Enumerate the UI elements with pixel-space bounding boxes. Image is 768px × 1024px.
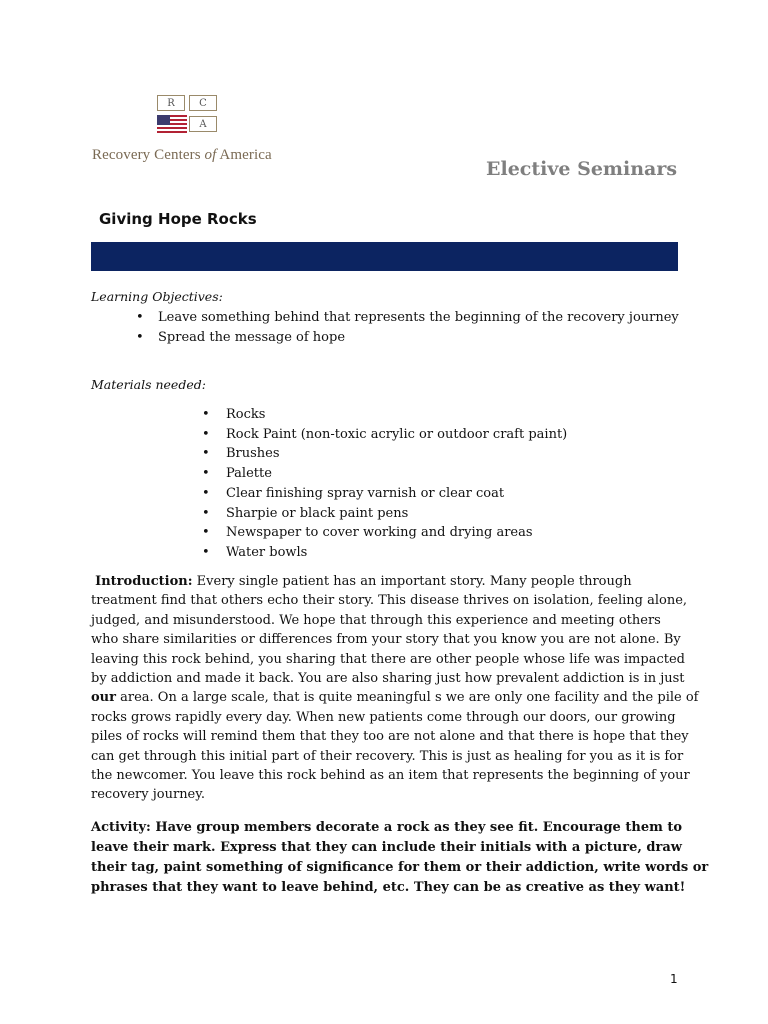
logo-cell-a: A — [189, 116, 217, 132]
intro-line: judged, and misunderstood. We hope that through this experience and meeting others — [91, 612, 661, 628]
intro-label: Introduction: — [95, 574, 193, 589]
section-title: Elective Seminars — [486, 158, 678, 180]
intro-bold-word: our — [91, 690, 116, 706]
objectives-list — [132, 308, 679, 347]
objectives-label: Learning Objectives: — [91, 289, 223, 304]
intro-line: who share similarities or differences from your story that you know you are not alone. By — [91, 632, 681, 648]
activity-line: phrases that they want to leave behind, etc. They can be as creative as they want! — [91, 880, 686, 895]
page-title: Giving Hope Rocks — [99, 210, 257, 228]
activity-paragraph — [91, 818, 709, 898]
logo-cell-c: C — [189, 95, 217, 111]
intro-line: the newcomer. You leave this rock behind as an item that represents the beginning of your — [91, 768, 690, 784]
intro-line: treatment find that others echo their story. This disease thrives on isolation, feeling alone, — [91, 593, 688, 609]
list-item: • Water bowls — [200, 543, 567, 563]
logo-name: Recovery Centers of America — [92, 147, 272, 163]
list-item: • Palette — [200, 464, 567, 484]
activity-line: Activity: Have group members decorate a rock as they see fit. Encourage them to — [91, 820, 683, 835]
list-item: • Spread the message of hope — [132, 328, 679, 348]
materials-label: Materials needed: — [91, 377, 206, 392]
intro-line: can get through this initial part of their recovery. This is just as healing for you as it is for — [91, 748, 684, 764]
intro-line: leaving this rock behind, you sharing that there are other people whose life was impacted — [91, 651, 685, 667]
list-item: • Clear finishing spray varnish or clear coat — [200, 484, 567, 504]
header-bar — [91, 242, 678, 271]
intro-line: rocks grows rapidly every day. When new patients come through our doors, our growing — [91, 709, 676, 725]
list-item: • Leave something behind that represents the beginning of the recovery journey — [132, 308, 679, 328]
list-item: • Rocks — [200, 405, 567, 425]
list-item: • Rock Paint (non-toxic acrylic or outdoor craft paint) — [200, 425, 567, 445]
materials-list — [200, 405, 567, 563]
intro-line: piles of rocks will remind them that they too are not alone and that there is hope that they — [91, 729, 689, 745]
list-item: • Sharpie or black paint pens — [200, 504, 567, 524]
intro-line: recovery journey. — [91, 787, 206, 803]
page-number: 1 — [670, 972, 678, 986]
list-item: • Newspaper to cover working and drying areas — [200, 523, 567, 543]
intro-line-1: Introduction: Every single patient has an important story. Many people through — [95, 574, 632, 589]
list-item: • Brushes — [200, 444, 567, 464]
logo-cell-r: R — [157, 95, 185, 111]
activity-line: leave their mark. Express that they can include their initials with a picture, draw — [91, 840, 682, 855]
intro-line-7: our area. On a large scale, that is quite meaningful s we are only one facility and the pile of — [91, 690, 699, 706]
us-flag-icon — [157, 115, 187, 133]
rca-logo — [92, 95, 292, 165]
intro-line: by addiction and made it back. You are also sharing just how prevalent addiction is in just — [91, 671, 685, 687]
introduction-paragraph — [91, 572, 699, 805]
activity-line: their tag, paint something of significance for them or their addiction, write words or — [91, 860, 709, 875]
